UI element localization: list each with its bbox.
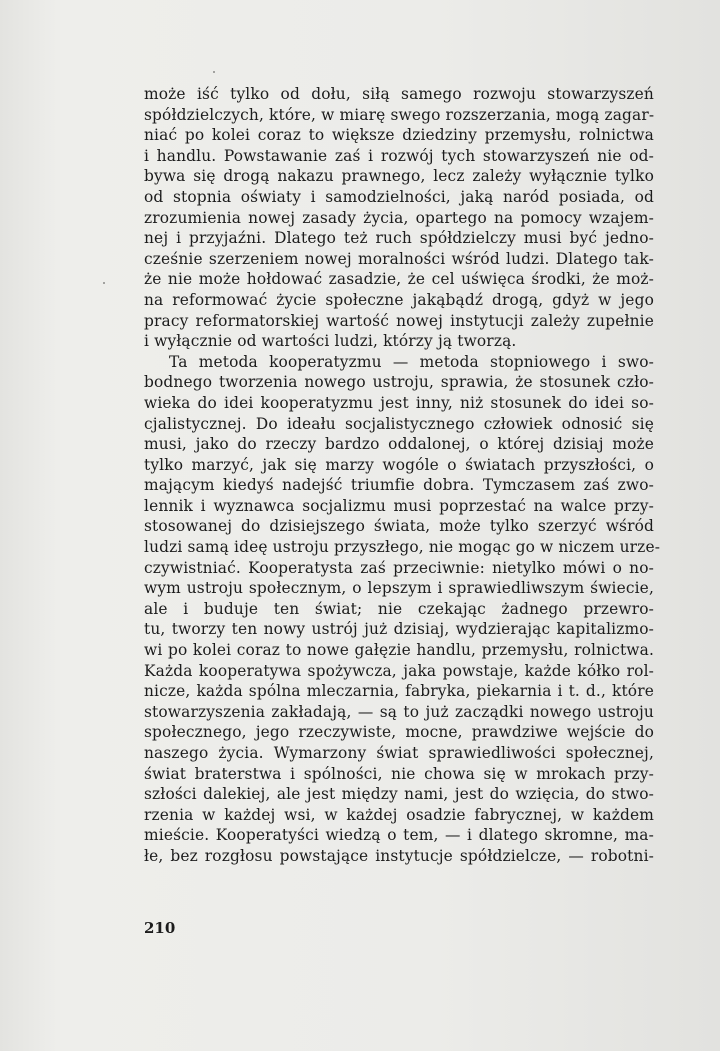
text-line: czywistniać. Kooperatysta zaś przeciwnie: nietylko mówi o no- (144, 558, 654, 577)
paragraph-first-line: Ta metoda kooperatyzmu — metoda stopniowego i swo- (169, 352, 654, 371)
text-line: stosowanej do dzisiejszego świata, może tylko szerzyć wśród (144, 517, 654, 536)
text-line: naszego życia. Wymarzony świat sprawiedliwości społecznej, (144, 744, 654, 762)
text-line: bywa się drogą nakazu prawnego, lecz zależy wyłącznie tylko (144, 167, 654, 186)
text-line: Każda kooperatywa spożywcza, jaka powstaje, każde kółko rol- (144, 661, 654, 680)
text-line: mieście. Kooperatyści wiedzą o tem, — i dlatego skromne, ma- (144, 826, 654, 845)
text-line: że nie może hołdować zasadzie, że cel uświęca środki, że moż- (144, 270, 654, 289)
text-line: cześnie szerzeniem nowej moralności wśród ludzi. Dlatego tak- (144, 249, 654, 268)
text-line: pracy reformatorskiej wartość nowej instytucji zależy zupełnie (144, 311, 654, 330)
text-line: lennik i wyznawca socjalizmu musi poprzestać na walce przy- (144, 496, 654, 515)
text-line: stowarzyszenia zakładają, — są to już zacządki nowego ustroju (144, 702, 654, 721)
page-number: 210 (144, 919, 176, 937)
text-line: na reformować życie społeczne jakąbądź drogą, gdyż w jego (144, 290, 654, 309)
text-line: i handlu. Powstawanie zaś i rozwój tych stowarzyszeń nie od- (144, 146, 654, 165)
text-line-spaced: ale i buduje ten świat; nie czekając żadnego przewro- (144, 599, 654, 618)
text-line: wi po kolei coraz to nowe gałęzie handlu, przemysłu, rolnictwa. (144, 641, 654, 660)
text-line: wym ustroju społecznym, o lepszym i sprawiedliwszym świecie, (144, 579, 654, 598)
text-line: wieka do idei kooperatyzmu jest inny, niż stosunek do idei so- (144, 393, 654, 412)
text-line: świat braterstwa i spólności, nie chowa się w mrokach przy- (144, 764, 654, 783)
text-line: ludzi samą ideę ustroju przyszłego, nie mogąc go w niczem urze- (144, 538, 661, 557)
text-line: mającym kiedyś nadejść triumfie dobra. Tymczasem zaś zwo- (144, 476, 654, 495)
text-line: nicze, każda spólna mleczarnia, fabryka, piekarnia i t. d., które (144, 682, 654, 701)
text-line: tu, tworzy ten nowy ustrój już dzisiaj, wydzierając kapitalizmo- (144, 620, 654, 639)
text-line: rzenia w każdej wsi, w każdej osadzie fabrycznej, w każdem (144, 805, 654, 824)
text-line: zrozumienia nowej zasady życia, opartego na pomocy wzajem- (144, 208, 654, 227)
paragraph-end-line: i wyłącznie od wartości ludzi, którzy ją tworzą. (144, 332, 517, 351)
text-line: spółdzielczych, które, w miarę swego rozszerzania, mogą zagar- (144, 105, 655, 124)
text-line: od stopnia oświaty i samodzielności, jaką naród posiada, od (144, 187, 654, 206)
text-line: musi, jako do rzeczy bardzo oddalonej, o której dzisiaj może (144, 435, 654, 454)
text-line: bodnego tworzenia nowego ustroju, sprawia, że stosunek czło- (144, 373, 654, 392)
body-text (144, 84, 661, 867)
text-line: cjalistycznej. Do ideału socjalistycznego człowiek odnosić się (144, 414, 654, 433)
paper-speck (213, 71, 215, 73)
text-line: łe, bez rozgłosu powstające instytucje spółdzielcze, — robotni- (144, 846, 654, 865)
text-line: niać po kolei coraz to większe dziedziny przemysłu, rolnictwa (144, 126, 654, 145)
paper-speck (103, 282, 105, 284)
text-line: tylko marzyć, jak się marzy wogóle o światach przyszłości, o (144, 455, 654, 474)
text-line: może iść tylko od dołu, siłą samego rozwoju stowarzyszeń (144, 85, 654, 103)
text-line: szłości dalekiej, ale jest między nami, jest do wzięcia, do stwo- (144, 785, 654, 804)
text-line: nej i przyjaźni. Dlatego też ruch spółdzielczy musi być jedno- (144, 229, 654, 248)
text-line: społecznego, jego rzeczywiste, mocne, prawdziwe wejście do (144, 723, 654, 742)
